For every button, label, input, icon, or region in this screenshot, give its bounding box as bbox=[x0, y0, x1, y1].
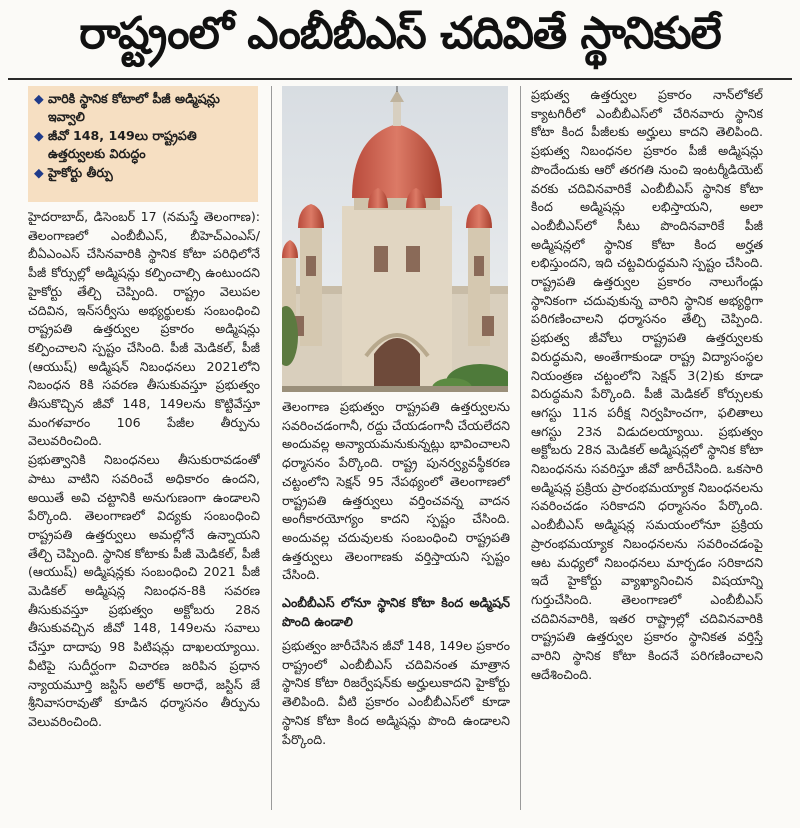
headline-rule bbox=[8, 78, 792, 80]
column-divider bbox=[271, 86, 272, 810]
column-divider bbox=[520, 86, 521, 810]
article-paragraph: ప్రభుత్వ ఉత్తర్వుల ప్రకారం నాన్‌లోకల్‌ క్యాటగిరీలో ఎంబీబీఎస్‌లో చేరినవారు స్థానిక కోటా కింద పీజీలకు అర్హులు కాదని తెలిపింది. ప్రభుత్వ నిబంధనల ప్రకారం పీజీ అడ్మిషన్లు పొందేందుకు ఆరో తరగతి నుంచి ఇంటర్మీడియెట్‌ వరకు చదివినవారికే ఎంబీబీఎస్‌ స్థానిక కోటా కింద అడ్మిషన్లు లభిస్తాయని, అలా ఎంబీబీఎస్‌లో సీటు పొందినవారికే పీజీ అడ్మిషన్లలో స్థానిక కోటా కింద అర్హత లభిస్తుందని, ఇది చట్టవిరుద్ధమని స్పష్టం చేసింది. రాష్ట్రపతి ఉత్తర్వుల ప్రకారం నాలుగేండ్లు స్థానికంగా చదువుకున్న వారిని స్థానిక అభ్యర్థిగా పరిగణించాలని ధర్మాసనం తేల్చి చెప్పింది. ప్రభుత్వ జీవోలు రాష్ట్రపతి ఉత్తర్వులకు విరుద్ధమని, అంతేగాకుండా రాష్ట్ర విద్యాసంస్థల నియంత్రణ చట్టంలోని సెక్షన్‌ 3(2)కు కూడా విరుద్ధమని పేర్కొంది. పీజీ మెడికల్‌ కోర్సులకు ఆగస్టు 11న పరీక్ష నిర్వహించగా, ఫలితాలు ఆగస్టు 23న విడుదలయ్యాయి. ప్రభుత్వం అక్టోబరు 28న మెడికల్‌ అడ్మిషన్లలో స్థానిక కోటా నిబంధనను సవరిస్తూ జీవో జారీచేసింది. ఒకసారి అడ్మిషన్ల ప్రక్రియ ప్రారంభమయ్యాక నిబంధనలను సవరించడం సరికాదని ధర్మాసనం పేర్కొంది. ఎంబీబీఎస్‌ అడ్మిషన్ల సమయంలోనూ ప్రక్రియ ప్రారంభమయ్యాక నిబంధనలను సవరించడంపై ఆట మధ్యలో నిబంధనలు మార్చడం సరికాదని ఇదే హైకోర్టు వ్యాఖ్యానించిన విషయాన్ని గుర్తుచేసింది. తెలంగాణలో ఎంబీబీఎస్‌ చదివినవారికి, ఇతర రాష్ట్రాల్లో చదివినవారికి రాష్ట్రపతి ఉత్తర్వుల ప్రకారం స్థానికత వర్తిస్తే వారిని స్థానిక కోటా కిందనే పరిగణించాలని ఆదేశించింది. bbox=[531, 87, 763, 682]
article-paragraph: హైదరాబాద్‌, డిసెంబర్‌ 17 (నమస్తే తెలంగాణ): తెలంగాణలో ఎంబీబీఎస్‌, బీహెచ్‌ఎంఎస్‌/బీఏఎంఎస్‌ చేసినవారికి స్థానిక కోటా పరిధిలోనే పీజీ కోర్సుల్లో అడ్మిషన్లు కల్పించాల్సి ఉంటుందని హైకోర్టు తేల్చి చెప్పింది. రాష్ట్రం వెలుపల చదివిన, ఇన్‌సర్వీసు అభ్యర్థులకు సంబంధించి రాష్ట్రపతి ఉత్తర్వుల ప్రకారం అడ్మిషన్లు కల్పించాలని స్పష్టం చేసింది. పీజీ మెడికల్‌, పీజీ (ఆయుష్‌) అడ్మిషన్‌ నిబంధనలు 2021లోని నిబంధన 8కి సవరణ తీసుకువస్తూ ప్రభుత్వం తీసుకొచ్చిన జీవో 148, 149లను కొట్టివేస్తూ మంగళవారం 106 పేజీల తీర్పును వెలువరించింది. bbox=[28, 209, 260, 449]
highlight-item bbox=[34, 90, 252, 125]
high-court-photo bbox=[282, 86, 508, 392]
article-paragraph: తెలంగాణ ప్రభుత్వం రాష్ట్రపతి ఉత్తర్వులను సవరించడంగానీ, రద్దు చేయడంగానీ చేయలేదని అందువల్ల అన్యాయమనుకున్నట్లు భావించాలని ధర్మాసనం పేర్కొంది. రాష్ట్ర పునర్వ్యవస్థీకరణ చట్టంలోని సెక్షన్‌ 95 నేపథ్యంలో తెలంగాణలో రాష్ట్రపతి ఉత్తర్వులు వర్తించవన్న వాదన అంగీకారయోగ్యం కాదని స్పష్టం చేసింది. అందువల్ల చదువులకు సంబంధించి రాష్ట్రపతి ఉత్తర్వులు తెలంగాణకు వర్తిస్తాయని స్పష్టం చేసింది. bbox=[282, 399, 510, 583]
highlight-text: వారికి స్థానిక కోటాలో పీజీ అడ్మిషన్లు ఇవ్వాలి bbox=[48, 91, 220, 124]
highlights-box bbox=[28, 86, 258, 202]
headline: రాష్ట్రంలో ఎంబీబీఎస్‌ చదివితే స్థానికులే bbox=[79, 8, 721, 59]
highlight-item bbox=[34, 164, 252, 182]
highlight-item bbox=[34, 127, 252, 162]
column-1 bbox=[28, 208, 260, 818]
bullet-icon: ◆ bbox=[34, 165, 44, 180]
bullet-icon: ◆ bbox=[34, 91, 44, 106]
bullet-icon: ◆ bbox=[34, 128, 44, 143]
article-paragraph: ప్రభుత్వం జారీచేసిన జీవో 148, 149ల ప్రకారం రాష్ట్రంలో ఎంబీబీఎస్‌ చదివినంత మాత్రాన స్థానిక కోటా రిజర్వేషన్‌కు అర్హులుకాదని హైకోర్టు తెలిపింది. వీటి ప్రకారం ఎంబీబీఎస్‌లో కూడా స్థానిక కోటా కింద అడ్మిషన్లు పొంది ఉండాలని పేర్కొంది. bbox=[282, 638, 510, 747]
article-paragraph: ప్రభుత్వానికి నిబంధనలు తీసుకురావడంతో పాటు వాటిని సవరించే అధికారం ఉందని, అయితే అవి చట్టానికి అనుగుణంగా ఉండాలని పేర్కొంది. తెలంగాణలో విద్యకు సంబంధించి రాష్ట్రపతి ఉత్తర్వులు అమల్లోనే ఉన్నాయని తేల్చి చెప్పింది. స్థానిక కోటాకు పీజీ మెడికల్‌, పీజీ (ఆయుష్‌) అడ్మిషన్లకు సంబంధించి 2021 పీజీ మెడికల్‌ అడ్మిషన్ల నిబంధన-8కి సవరణ తీసుకువస్తూ ప్రభుత్వం అక్టోబరు 28న తీసుకువచ్చిన జీవో 148, 149లను సవాలు చేస్తూ దాదాపు 98 పిటిషన్లు దాఖలయ్యాయి. వీటిపై సుదీర్ఘంగా విచారణ జరిపిన ప్రధాన న్యాయమూర్తి జస్టిస్‌ అలోక్‌ అరాధే, జస్టిస్‌ జే శ్రీనివాసరావుతో కూడిన ధర్మాసనం తీర్పును వెలువరించింది. bbox=[28, 452, 260, 729]
highlight-text: జీవో 148, 149లు రాష్ట్రపతి ఉత్తర్వులకు విరుద్ధం bbox=[48, 128, 197, 161]
highlight-text: హైకోర్టు తీర్పు bbox=[48, 165, 113, 180]
subheading: ఎంబీబీఎస్‌ లోనూ స్థానిక కోటా కింద అడ్మిషన్‌ పొంది ఉండాలి bbox=[282, 595, 510, 630]
column-3 bbox=[531, 86, 763, 818]
column-2 bbox=[282, 398, 510, 818]
